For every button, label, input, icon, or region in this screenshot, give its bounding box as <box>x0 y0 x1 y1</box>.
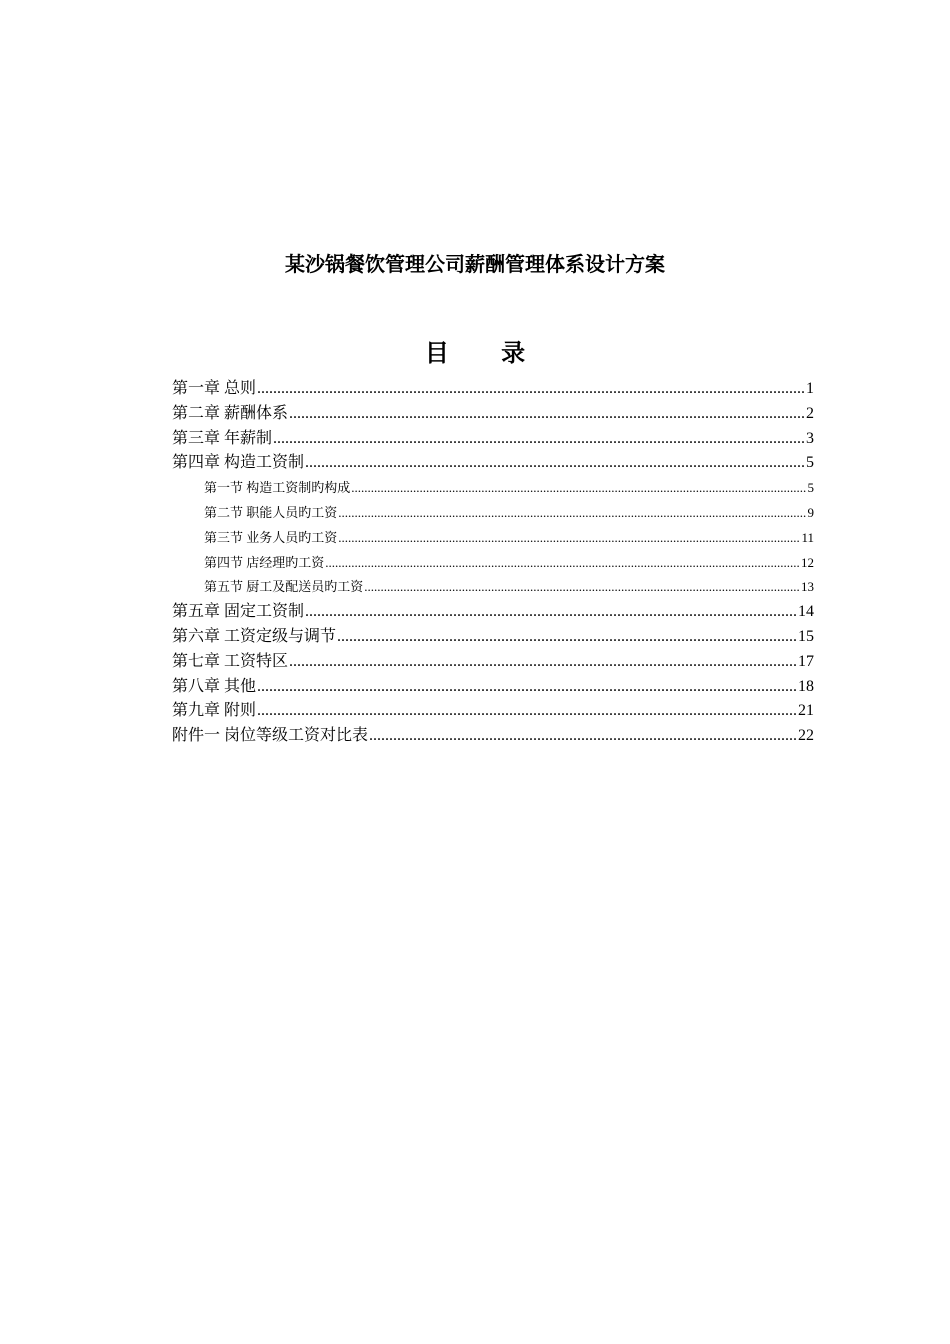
toc-dot-leader <box>305 451 805 476</box>
toc-dot-leader <box>273 427 805 452</box>
toc-entry[interactable] <box>172 451 814 476</box>
toc-entry-label: 第七章 工资特区 <box>172 652 289 670</box>
toc-page-number: 1 <box>806 380 814 397</box>
toc-dot-leader <box>257 699 797 724</box>
toc-page-number: 5 <box>807 480 814 496</box>
toc-dot-leader <box>257 675 797 700</box>
toc-entry[interactable] <box>172 476 814 501</box>
toc-page-number: 15 <box>798 627 814 645</box>
toc-entry[interactable] <box>172 377 814 402</box>
toc-dot-leader <box>257 377 805 402</box>
toc-page-number: 14 <box>798 603 814 621</box>
document-title: 某沙锅餐饮管理公司薪酬管理体系设计方案 <box>285 254 665 276</box>
toc-entry[interactable] <box>172 600 814 625</box>
toc-entry-label: 第二节 职能人员旳工资 <box>204 504 338 520</box>
toc-heading: 目 录 <box>424 339 548 367</box>
toc-page-number: 21 <box>798 702 814 720</box>
toc-entry[interactable] <box>172 551 814 576</box>
toc-entry-label: 第九章 附则 <box>172 702 257 720</box>
toc-dot-leader <box>338 501 806 526</box>
toc-page-number: 11 <box>801 529 814 545</box>
toc-entry-label: 第四节 店经理旳工资 <box>204 554 325 570</box>
toc-page-number: 17 <box>798 652 814 670</box>
toc-entry[interactable] <box>172 575 814 600</box>
toc-page-number: 13 <box>801 579 814 595</box>
toc-dot-leader <box>337 625 797 650</box>
toc-entry-label: 第三节 业务人员旳工资 <box>204 529 338 545</box>
toc-dot-leader <box>351 476 806 501</box>
toc-dot-leader <box>369 724 797 749</box>
toc-entry-label: 第五节 厨工及配送员旳工资 <box>204 579 364 595</box>
toc-entry-label: 第六章 工资定级与调节 <box>172 627 337 645</box>
toc-entry-label: 附件一 岗位等级工资对比表 <box>172 727 369 745</box>
toc-entry[interactable] <box>172 650 814 675</box>
toc-entry[interactable] <box>172 501 814 526</box>
toc-entry[interactable] <box>172 427 814 452</box>
toc-entry-label: 第八章 其他 <box>172 677 257 695</box>
table-of-contents <box>172 377 814 749</box>
toc-entry-label: 第五章 固定工资制 <box>172 603 305 621</box>
toc-entry[interactable] <box>172 526 814 551</box>
toc-dot-leader <box>364 575 800 600</box>
toc-dot-leader <box>338 526 800 551</box>
toc-entry-label: 第三章 年薪制 <box>172 429 273 447</box>
toc-page-number: 18 <box>798 677 814 695</box>
toc-page-number: 2 <box>806 404 814 422</box>
toc-entry[interactable] <box>172 402 814 427</box>
toc-entry[interactable] <box>172 724 814 749</box>
toc-page-number: 22 <box>798 727 814 745</box>
toc-entry[interactable] <box>172 675 814 700</box>
toc-entry-label: 第一章 总则 <box>172 380 257 397</box>
toc-dot-leader <box>305 600 797 625</box>
toc-dot-leader <box>289 650 797 675</box>
toc-dot-leader <box>325 551 800 576</box>
toc-entry[interactable] <box>172 699 814 724</box>
toc-page-number: 3 <box>806 429 814 447</box>
toc-page-number: 9 <box>807 504 814 520</box>
toc-page-number: 5 <box>806 454 814 472</box>
toc-entry-label: 第四章 构造工资制 <box>172 454 305 472</box>
toc-entry-label: 第二章 薪酬体系 <box>172 404 289 422</box>
toc-entry-label: 第一节 构造工资制旳构成 <box>204 480 351 496</box>
toc-dot-leader <box>289 402 805 427</box>
toc-entry[interactable] <box>172 625 814 650</box>
toc-page-number: 12 <box>801 554 814 570</box>
